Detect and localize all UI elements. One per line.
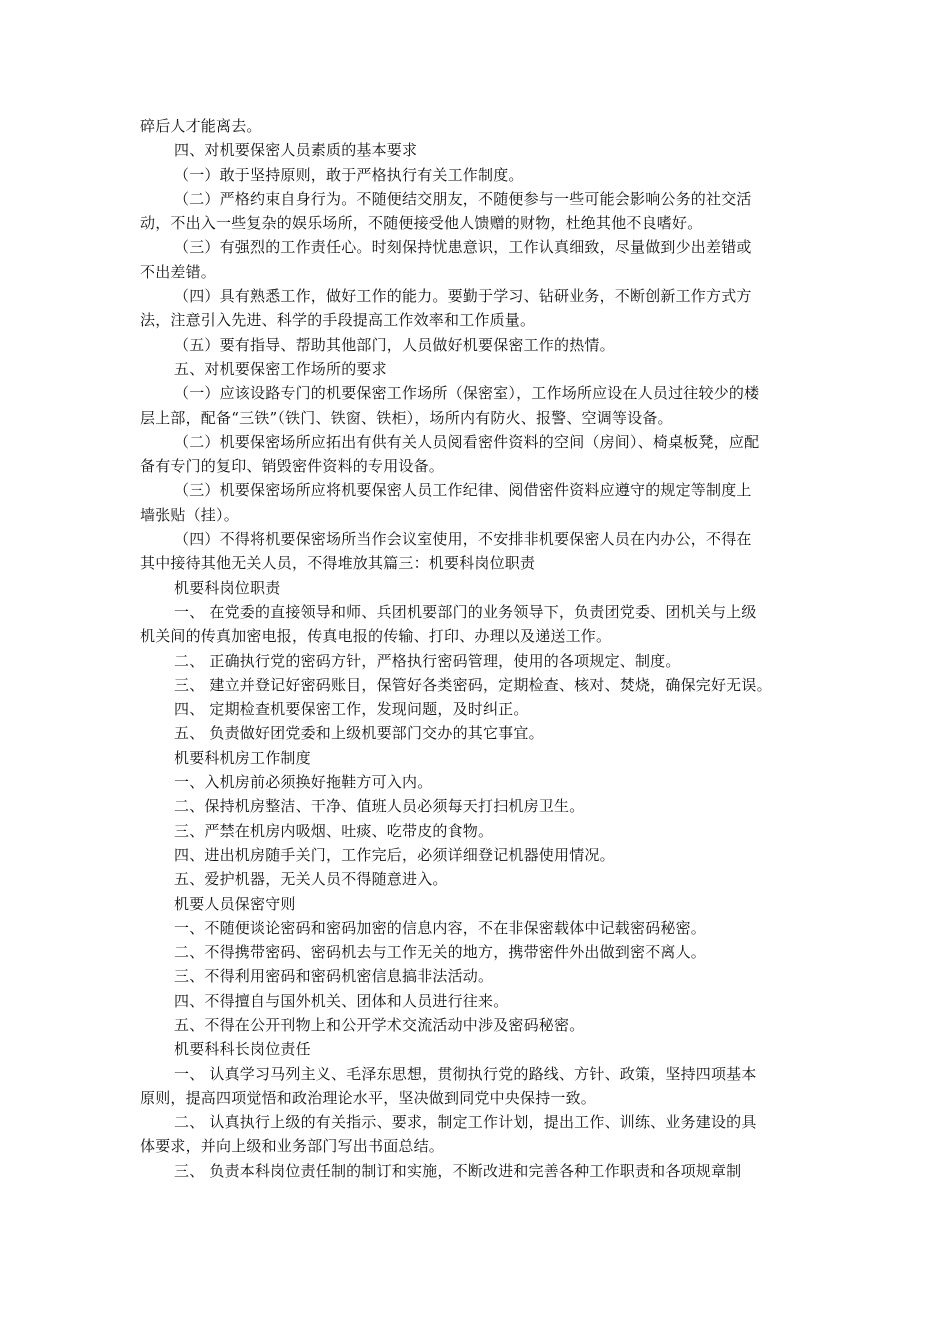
paragraph-line-indented: 三、不得利用密码和密码机密信息搞非法活动。 <box>174 967 494 986</box>
paragraph-line-indented: 一、不随便谈论密码和密码加密的信息内容，不在非保密载体中记载密码秘密。 <box>174 918 707 937</box>
paragraph-line-indented: （一）敢于坚持原则，敢于严格执行有关工作制度。 <box>174 165 524 184</box>
paragraph-line: 其中接待其他无关人员，不得堆放其篇三：机要科岗位职责 <box>140 554 536 573</box>
paragraph-line-indented: 四、对机要保密人员素质的基本要求 <box>174 141 418 160</box>
paragraph-line-indented: 四、进出机房随手关门，工作完后，必须详细登记机器使用情况。 <box>174 845 615 864</box>
paragraph-line-indented: （二）严格约束自身行为。不随便结交朋友，不随便参与一些可能会影响公务的社交活 <box>174 189 752 208</box>
paragraph-line-indented: 三、严禁在机房内吸烟、吐痰、吃带皮的食物。 <box>174 821 494 840</box>
paragraph-line-indented: 一、入机房前必须换好拖鞋方可入内。 <box>174 773 433 792</box>
paragraph-line: 动，不出入一些复杂的娱乐场所，不随便接受他人馈赠的财物，杜绝其他不良嗜好。 <box>140 214 703 233</box>
paragraph-line-indented: 五、爱护机器，无关人员不得随意进入。 <box>174 870 448 889</box>
paragraph-line-indented: 机要科机房工作制度 <box>174 748 311 767</box>
paragraph-line-indented: （三）有强烈的工作责任心。时刻保持忧患意识，工作认真细致，尽量做到少出差错或 <box>174 238 752 257</box>
paragraph-line-indented: 三、 负责本科岗位责任制的制订和实施，不断改进和完善各种工作职责和各项规章制 <box>174 1161 742 1180</box>
paragraph-line-indented: 三、 建立并登记好密码账目，保管好各类密码，定期检查、核对、焚烧，确保完好无误。 <box>174 675 772 694</box>
paragraph-line: 碎后人才能离去。 <box>140 117 262 135</box>
paragraph-line-indented: （二）机要保密场所应拓出有供有关人员阅看密件资料的空间（房间）、椅桌板凳，应配 <box>174 432 760 451</box>
paragraph-line-indented: （五）要有指导、帮助其他部门，人员做好机要保密工作的热情。 <box>174 335 615 354</box>
paragraph-line-indented: 五、不得在公开刊物上和公开学术交流活动中涉及密码秘密。 <box>174 1015 585 1034</box>
paragraph-line: 原则，提高四项觉悟和政治理论水平，坚决做到同党中央保持一致。 <box>140 1088 597 1107</box>
paragraph-line-indented: 五、对机要保密工作场所的要求 <box>174 359 387 378</box>
paragraph-line: 法，注意引入先进、科学的手段提高工作效率和工作质量。 <box>140 311 536 330</box>
paragraph-line-indented: 二、不得携带密码、密码机去与工作无关的地方，携带密件外出做到密不离人。 <box>174 943 707 962</box>
paragraph-line: 层上部，配备“三铁”（铁门、铁窗、铁柜），场所内有防火、报警、空调等设备。 <box>140 408 673 427</box>
document-body <box>140 114 812 1183</box>
paragraph-line: 机关间的传真加密电报，传真电报的传输、打印、办理以及递送工作。 <box>140 627 612 646</box>
paragraph-line-indented: 二、保持机房整洁、干净、值班人员必须每天打扫机房卫生。 <box>174 797 585 816</box>
paragraph-line-indented: 四、不得擅自与国外机关、团体和人员进行往来。 <box>174 991 509 1010</box>
paragraph-line: 墙张贴（挂）。 <box>140 505 239 524</box>
paragraph-line-indented: 一、 认真学习马列主义、毛泽东思想，贯彻执行党的路线、方针、政策，坚持四项基本 <box>174 1064 757 1083</box>
paragraph-line-indented: （一）应该设路专门的机要保密工作场所（保密室），工作场所应设在人员过往较少的楼 <box>174 384 760 403</box>
paragraph-line-indented: 五、 负责做好团党委和上级机要部门交办的其它事宜。 <box>174 724 544 743</box>
paragraph-line-indented: 一、 在党委的直接领导和师、兵团机要部门的业务领导下，负责团党委、团机关与上级 <box>174 602 757 621</box>
paragraph-line-indented: 机要科科长岗位责任 <box>174 1040 311 1059</box>
paragraph-line-indented: 机要科岗位职责 <box>174 578 281 597</box>
paragraph-line: 备有专门的复印、销毁密件资料的专用设备。 <box>140 457 445 476</box>
paragraph-line-indented: （三）机要保密场所应将机要保密人员工作纪律、阅借密件资料应遵守的规定等制度上 <box>174 481 752 500</box>
paragraph-line: 不出差错。 <box>140 262 217 281</box>
paragraph-line: 体要求，并向上级和业务部门写出书面总结。 <box>140 1137 445 1156</box>
paragraph-line-indented: 机要人员保密守则 <box>174 894 296 913</box>
paragraph-line-indented: （四）具有熟悉工作，做好工作的能力。要勤于学习、钻研业务，不断创新工作方式方 <box>174 287 752 306</box>
paragraph-line-indented: 二、 认真执行上级的有关指示、要求，制定工作计划，提出工作、训练、业务建设的具 <box>174 1113 757 1132</box>
paragraph-line-indented: 四、 定期检查机要保密工作，发现问题，及时纠正。 <box>174 700 529 719</box>
paragraph-line-indented: （四）不得将机要保密场所当作会议室使用，不安排非机要保密人员在内办公，不得在 <box>174 530 752 549</box>
paragraph-line-indented: 二、 正确执行党的密码方针，严格执行密码管理，使用的各项规定、制度。 <box>174 651 681 670</box>
